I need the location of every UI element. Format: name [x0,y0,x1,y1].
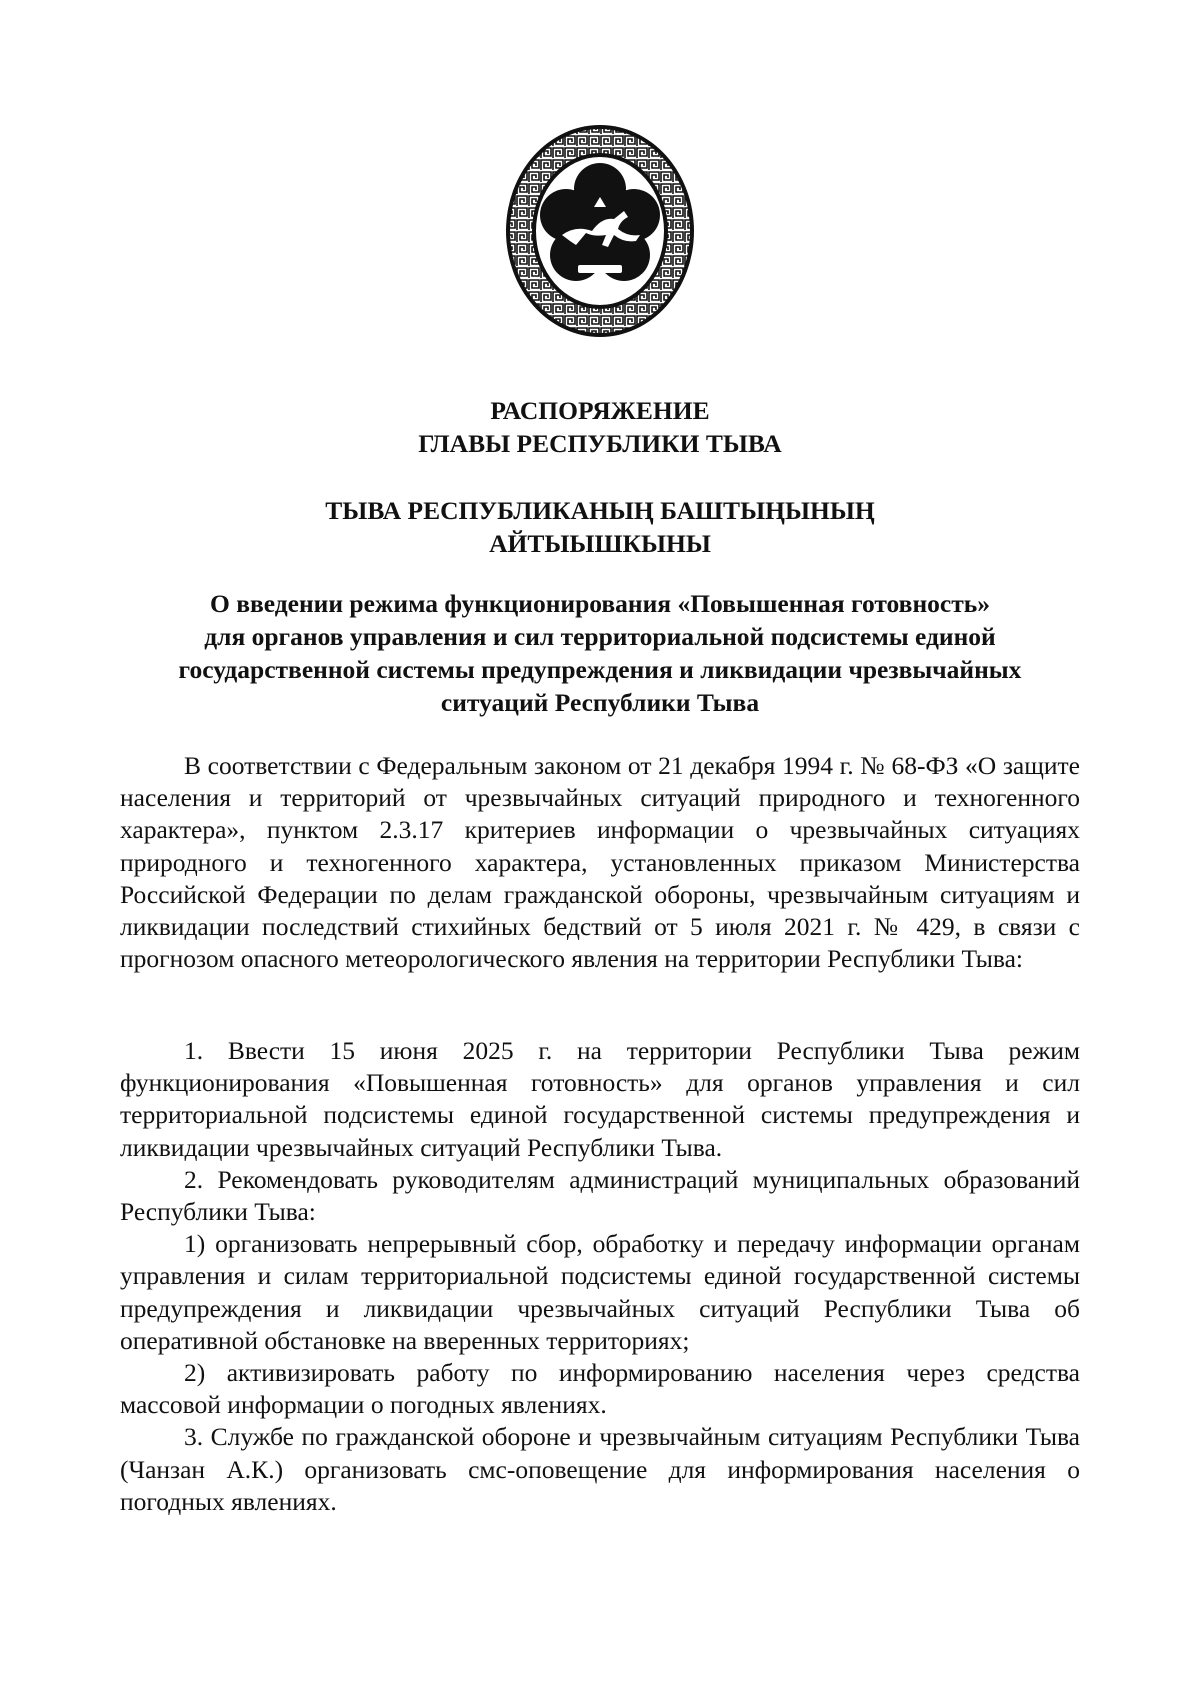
coat-of-arms-emblem [504,123,696,339]
heading-line: ГЛАВЫ РЕСПУБЛИКИ ТЫВА [418,429,782,458]
heading-tuvan-line: ТЫВА РЕСПУБЛИКАНЫҢ БАШТЫҢЫНЫҢ [325,496,875,525]
document-subject [120,587,1080,719]
item-paragraph: 3. Службе по гражданской обороне и чрезвычайным ситуациям Республики Тыва (Чанзан А.К.) организовать смс-оповещение для информирования населения о погодных явлениях. [120,1422,1080,1516]
subject-line: О введении режима функционирования «Повышенная готовность» [210,589,990,618]
document-heading [120,394,1080,460]
items-block [120,1035,1080,1518]
subject-line: ситуаций Республики Тыва [440,688,760,717]
subject-line: государственной системы предупреждения и ликвидации чрезвычайных [178,655,1022,684]
heading-tuvan-line: АЙТЫЫШКЫНЫ [489,529,711,558]
preamble-block [120,750,1080,975]
item-paragraph: 2) активизировать работу по информированию населения через средства массовой информации о погодных явлениях. [120,1358,1080,1420]
item-paragraph: 2. Рекомендовать руководителям администраций муниципальных образований Республики Тыва: [120,1164,1080,1227]
preamble-paragraph: В соответствии с Федеральным законом от 21 декабря 1994 г. № 68-ФЗ «О защите населения и территорий от чрезвычайных ситуаций природного и техногенного характера», пунктом 2.3.17 критериев информации о чрезвычайных ситуациях природного и техногенного характера, установленных приказом Министерства Российской Федерации по делам гражданской обороны, чрезвычайным ситуациям и ликвидации последствий стихийных бедствий от 5 июля 2021 г. № 429, в связи с прогнозом опасного метеорологического явления на территории Республики Тыва: [120,751,1080,974]
emblem-icon [504,123,696,339]
heading-line: РАСПОРЯЖЕНИЕ [490,396,710,425]
item-paragraph: 1. Ввести 15 июня 2025 г. на территории Республики Тыва режим функционирования «Повышенная готовность» для органов управления и сил территориальной подсистемы единой государственной системы предупреждения и ликвидации чрезвычайных ситуаций Республики Тыва. [120,1036,1080,1162]
subject-line: для органов управления и сил территориальной подсистемы единой [204,622,996,651]
item-paragraph: 1) организовать непрерывный сбор, обработку и передачу информации органам управления и силам территориальной подсистемы единой государственной системы предупреждения и ликвидации чрезвычайных ситуаций Республики Тыва об оперативной обстановке на вверенных территориях; [120,1229,1080,1355]
document-heading-tuvan [120,494,1080,560]
